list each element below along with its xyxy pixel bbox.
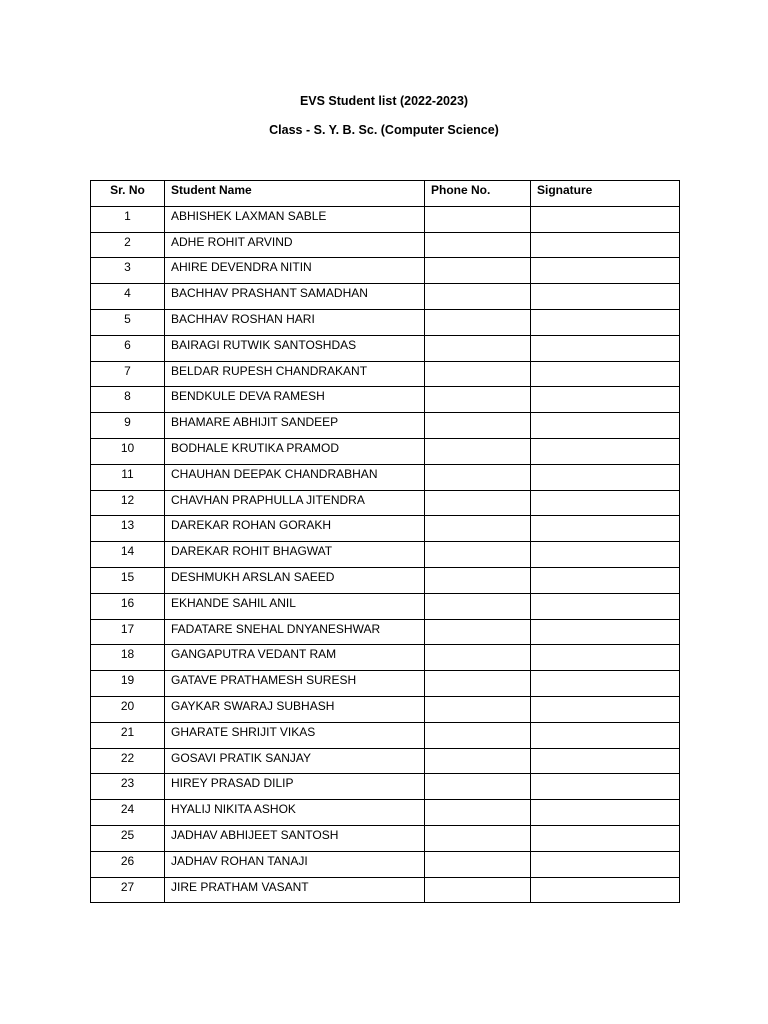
cell-phone-no [425, 593, 531, 619]
table-row [91, 516, 680, 542]
cell-signature [531, 877, 680, 903]
cell-sr-no: 3 [91, 258, 165, 284]
cell-student-name: EKHANDE SAHIL ANIL [165, 593, 425, 619]
cell-student-name: BODHALE KRUTIKA PRAMOD [165, 438, 425, 464]
cell-sr-no: 16 [91, 593, 165, 619]
cell-signature [531, 464, 680, 490]
table-row [91, 774, 680, 800]
cell-student-name: BELDAR RUPESH CHANDRAKANT [165, 361, 425, 387]
cell-student-name: DAREKAR ROHAN GORAKH [165, 516, 425, 542]
table-body [91, 206, 680, 903]
cell-signature [531, 438, 680, 464]
cell-signature [531, 567, 680, 593]
table-row [91, 335, 680, 361]
table-row [91, 232, 680, 258]
cell-student-name: CHAUHAN DEEPAK CHANDRABHAN [165, 464, 425, 490]
cell-phone-no [425, 516, 531, 542]
cell-student-name: BAIRAGI RUTWIK SANTOSHDAS [165, 335, 425, 361]
table-row [91, 722, 680, 748]
cell-student-name: GAYKAR SWARAJ SUBHASH [165, 696, 425, 722]
cell-sr-no: 24 [91, 800, 165, 826]
cell-phone-no [425, 851, 531, 877]
header-student-name: Student Name [165, 181, 425, 207]
cell-sr-no: 23 [91, 774, 165, 800]
cell-student-name: ABHISHEK LAXMAN SABLE [165, 206, 425, 232]
cell-student-name: DESHMUKH ARSLAN SAEED [165, 567, 425, 593]
cell-signature [531, 542, 680, 568]
cell-signature [531, 361, 680, 387]
cell-phone-no [425, 645, 531, 671]
cell-phone-no [425, 774, 531, 800]
table-header [91, 181, 680, 207]
cell-phone-no [425, 464, 531, 490]
table-row [91, 438, 680, 464]
cell-sr-no: 22 [91, 748, 165, 774]
cell-signature [531, 206, 680, 232]
cell-student-name: GOSAVI PRATIK SANJAY [165, 748, 425, 774]
document-title: EVS Student list (2022-2023) [299, 94, 469, 108]
cell-signature [531, 825, 680, 851]
cell-sr-no: 8 [91, 387, 165, 413]
cell-signature [531, 671, 680, 697]
cell-sr-no: 11 [91, 464, 165, 490]
table-row [91, 490, 680, 516]
table-row [91, 206, 680, 232]
table-row [91, 825, 680, 851]
cell-sr-no: 20 [91, 696, 165, 722]
table-row [91, 877, 680, 903]
table-row [91, 619, 680, 645]
cell-phone-no [425, 696, 531, 722]
cell-sr-no: 10 [91, 438, 165, 464]
cell-signature [531, 413, 680, 439]
cell-sr-no: 18 [91, 645, 165, 671]
cell-phone-no [425, 877, 531, 903]
cell-sr-no: 1 [91, 206, 165, 232]
cell-signature [531, 258, 680, 284]
cell-phone-no [425, 748, 531, 774]
cell-sr-no: 21 [91, 722, 165, 748]
table-row [91, 851, 680, 877]
header-sr-no: Sr. No [91, 181, 165, 207]
cell-sr-no: 15 [91, 567, 165, 593]
cell-phone-no [425, 387, 531, 413]
cell-phone-no [425, 361, 531, 387]
cell-phone-no [425, 413, 531, 439]
cell-sr-no: 14 [91, 542, 165, 568]
cell-sr-no: 5 [91, 309, 165, 335]
cell-sr-no: 12 [91, 490, 165, 516]
cell-signature [531, 387, 680, 413]
document-subtitle: Class - S. Y. B. Sc. (Computer Science) [269, 123, 499, 137]
table-row [91, 284, 680, 310]
cell-student-name: JADHAV ROHAN TANAJI [165, 851, 425, 877]
cell-phone-no [425, 567, 531, 593]
cell-student-name: GATAVE PRATHAMESH SURESH [165, 671, 425, 697]
table-row [91, 542, 680, 568]
cell-sr-no: 2 [91, 232, 165, 258]
cell-signature [531, 619, 680, 645]
cell-signature [531, 516, 680, 542]
cell-sr-no: 25 [91, 825, 165, 851]
cell-phone-no [425, 722, 531, 748]
cell-student-name: BHAMARE ABHIJIT SANDEEP [165, 413, 425, 439]
table-row [91, 309, 680, 335]
cell-student-name: BACHHAV ROSHAN HARI [165, 309, 425, 335]
student-table [90, 180, 680, 903]
cell-phone-no [425, 490, 531, 516]
cell-sr-no: 6 [91, 335, 165, 361]
cell-sr-no: 9 [91, 413, 165, 439]
cell-phone-no [425, 438, 531, 464]
cell-student-name: DAREKAR ROHIT BHAGWAT [165, 542, 425, 568]
cell-student-name: HIREY PRASAD DILIP [165, 774, 425, 800]
cell-student-name: HYALIJ NIKITA ASHOK [165, 800, 425, 826]
cell-signature [531, 722, 680, 748]
table-row [91, 464, 680, 490]
cell-sr-no: 17 [91, 619, 165, 645]
cell-sr-no: 19 [91, 671, 165, 697]
table-row [91, 258, 680, 284]
table-row [91, 645, 680, 671]
cell-signature [531, 774, 680, 800]
cell-sr-no: 13 [91, 516, 165, 542]
cell-phone-no [425, 800, 531, 826]
cell-student-name: GHARATE SHRIJIT VIKAS [165, 722, 425, 748]
cell-student-name: ADHE ROHIT ARVIND [165, 232, 425, 258]
cell-signature [531, 645, 680, 671]
cell-signature [531, 800, 680, 826]
header-phone-no: Phone No. [425, 181, 531, 207]
table-row [91, 671, 680, 697]
table-row [91, 800, 680, 826]
table-row [91, 387, 680, 413]
cell-signature [531, 490, 680, 516]
cell-phone-no [425, 825, 531, 851]
table-row [91, 413, 680, 439]
cell-phone-no [425, 206, 531, 232]
cell-sr-no: 26 [91, 851, 165, 877]
cell-phone-no [425, 542, 531, 568]
cell-student-name: JIRE PRATHAM VASANT [165, 877, 425, 903]
table-row [91, 748, 680, 774]
cell-signature [531, 748, 680, 774]
cell-phone-no [425, 258, 531, 284]
cell-signature [531, 232, 680, 258]
cell-student-name: GANGAPUTRA VEDANT RAM [165, 645, 425, 671]
cell-phone-no [425, 619, 531, 645]
cell-signature [531, 335, 680, 361]
cell-phone-no [425, 232, 531, 258]
cell-phone-no [425, 671, 531, 697]
cell-sr-no: 7 [91, 361, 165, 387]
cell-signature [531, 593, 680, 619]
table-row [91, 361, 680, 387]
table-row [91, 567, 680, 593]
cell-signature [531, 284, 680, 310]
cell-phone-no [425, 335, 531, 361]
cell-student-name: BACHHAV PRASHANT SAMADHAN [165, 284, 425, 310]
cell-student-name: JADHAV ABHIJEET SANTOSH [165, 825, 425, 851]
cell-signature [531, 851, 680, 877]
table-row [91, 593, 680, 619]
cell-signature [531, 696, 680, 722]
table-row [91, 696, 680, 722]
cell-phone-no [425, 309, 531, 335]
cell-signature [531, 309, 680, 335]
header-row [91, 181, 680, 207]
cell-student-name: CHAVHAN PRAPHULLA JITENDRA [165, 490, 425, 516]
header-signature: Signature [531, 181, 680, 207]
cell-student-name: AHIRE DEVENDRA NITIN [165, 258, 425, 284]
cell-student-name: BENDKULE DEVA RAMESH [165, 387, 425, 413]
cell-sr-no: 4 [91, 284, 165, 310]
cell-sr-no: 27 [91, 877, 165, 903]
cell-phone-no [425, 284, 531, 310]
cell-student-name: FADATARE SNEHAL DNYANESHWAR [165, 619, 425, 645]
